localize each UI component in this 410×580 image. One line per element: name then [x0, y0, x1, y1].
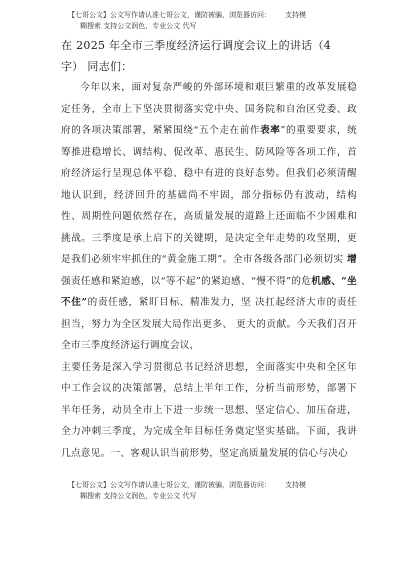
addressee: 同志们：	[87, 60, 133, 73]
title-continuation: 字）	[61, 60, 84, 73]
paragraph-1	[61, 77, 357, 357]
footer-line-2: 糊搜索 支持公文润色，专业公文 代写	[80, 492, 197, 500]
p1-bold-2: 增	[347, 254, 357, 265]
p1-text-d: 的责任感，紧盯目标、精准发力，坚 决扛起经济大市的责任担当，努力为全区发展大局作出更多、 更大的贡献。今天我们召开全市三季度经济运行调度会议，	[61, 297, 358, 351]
header-line-2: 糊搜索 支持公文润色，专业公文 代写	[80, 22, 197, 30]
p1-text-c: 强责任感和紧迫感，以“等不起”的紧迫感、“慢不得”的危	[61, 275, 312, 287]
header-notice-text: 【七哥公文】公文写作请认准七哥公文，谨防被骗，浏览器访问：	[68, 11, 271, 19]
paragraph-2: 主要任务是深入学习贯彻总书记经济思想，全面落实中央和全区年中工作会议的决策部署，总结上半年工作，分析当前形势，部署下半年任务，动员全市上下进一步统一思想、坚定信心、加压奋进，全力冲刺三季度，为完成全年目标任务奠定坚实基础。下面，我讲几点意见。一、客观认识当前形势，坚定高质量发展的信心与决心	[61, 361, 357, 459]
title-text: 在 2025 年全市三季度经济运行调度会议上的讲话（4	[61, 39, 332, 52]
p1-text-b: ”的重要要求，统筹推进稳增长、调结构、促改革、惠民生、防风险等各项工作，首府经济运行呈现总体平稳、稳中有进的良好态势。但我们必须清醒地认识到，经济回升的基础尚不牢固，部分指标仍有波动，结构性、周期性问题依然存在，高质量发展的道路上还面临不少困难和挑战。三季度是承上启下的关键期，是决定全年走势的攻坚期，更是我们必须牢牢抓住的“黄金施工期”。全市各级各部门必须切实	[61, 125, 358, 265]
p1-text-a: 今年以来，面对复杂严峻的外部环境和艰巨繁重的改革发展稳定任务，全市上下坚决贯彻落实党中央、国务院和自治区党委、政府的各项决策部署，紧紧围绕“五个走在前作	[61, 82, 357, 136]
header-line-1	[68, 10, 368, 21]
header-notice-tail: 支持模	[285, 11, 306, 19]
footer-notice-tail: 支持模	[285, 481, 306, 489]
p1-bold-3: 机感、“坐不住”	[61, 275, 357, 308]
page-header	[68, 10, 368, 32]
document-title	[61, 35, 357, 77]
footer-line-1	[68, 480, 368, 491]
p1-bold-1: 表率	[260, 125, 281, 136]
page-footer	[68, 480, 368, 502]
document-body	[61, 35, 357, 464]
footer-notice-text: 【七哥公文】公文写作请认准七哥公文，谨防被骗，浏览器访问：	[68, 481, 271, 489]
